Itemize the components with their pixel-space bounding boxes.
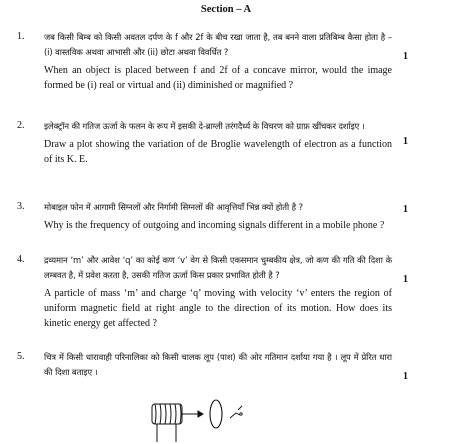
question-number: 4. xyxy=(17,254,25,265)
velocity-arrow-icon xyxy=(182,411,203,417)
question-text-english: When an object is placed between f and 2f of a concave mirror, would the image formed be (i) real or virtual and (ii) diminished or magnified ? xyxy=(44,65,392,91)
question-body xyxy=(44,253,392,331)
question-text-hindi: चित्र में किसी धारावाही परिनालिका को किसी चालक लूप (पाश) की ओर गतिमान दर्शाया गया है । लूप में प्रेरित धारा की दिशा बताइए । xyxy=(44,352,392,377)
marks-label: 1 xyxy=(403,274,408,285)
marks-label: 1 xyxy=(403,51,408,62)
question-body xyxy=(44,119,392,167)
question-text-hindi: मोबाइल फोन में आगामी सिग्नलों और निर्गामी सिग्नलों की आवृत्तियाँ भिन्न क्यों होती है ? xyxy=(44,202,303,212)
question-number: 2. xyxy=(17,120,25,131)
question-text-hindi: द्रव्यमान ‘m’ और आवेश ‘q’ का कोई कण ‘v’ वेग से किसी एकसमान चुम्बकीय क्षेत्र, जो कण की गति की दिशा के लम्बवत है, में प्रवेश करता है, उसकी गतिज ऊर्जा किस प्रकार प्रभावित होती है ? xyxy=(44,255,392,280)
marks-label: 1 xyxy=(403,371,408,382)
question-body xyxy=(44,30,392,93)
question-text-english: Why is the frequency of outgoing and incoming signals different in a mobile phone ? xyxy=(44,220,385,231)
question-text-hindi: इलेक्ट्रॉन की गतिज ऊर्जा के फलन के रूप में इसकी दे-ब्राग्ली तरंगदैर्ध्य के विचरण को ग्राफ़ खींचकर दर्शाइए । xyxy=(44,121,365,131)
question-text-english: A particle of mass ‘m’ and charge ‘q’ moving with velocity ‘v’ enters the region of uniform magnetic field at right angle to the direction of its motion. How does its kinetic energy get affected ? xyxy=(44,288,392,329)
question-text-english: Draw a plot showing the variation of de Broglie wavelength of electron as a function of its K. E. xyxy=(44,139,392,165)
solenoid-loop-figure xyxy=(146,398,276,442)
question-body xyxy=(44,200,392,233)
question-body xyxy=(44,350,392,380)
question-number: 3. xyxy=(17,201,25,212)
question-text-hindi: जब किसी बिम्ब को किसी अवतल दर्पण के f और 2f के बीच रखा जाता है, तब बनने वाला प्रतिबिम्ब कैसा होता है – (i) वास्तविक अथवा आभासी और (ii) छोटा अथवा विवर्धित ? xyxy=(44,32,392,57)
question-number: 5. xyxy=(17,351,25,362)
solenoid-icon xyxy=(152,404,182,442)
observer-eye-icon xyxy=(230,406,242,418)
marks-label: 1 xyxy=(403,204,408,215)
marks-label: 1 xyxy=(403,136,408,147)
section-title: Section – A xyxy=(200,4,252,15)
conducting-loop-icon xyxy=(210,400,222,428)
question-number: 1. xyxy=(17,31,25,42)
